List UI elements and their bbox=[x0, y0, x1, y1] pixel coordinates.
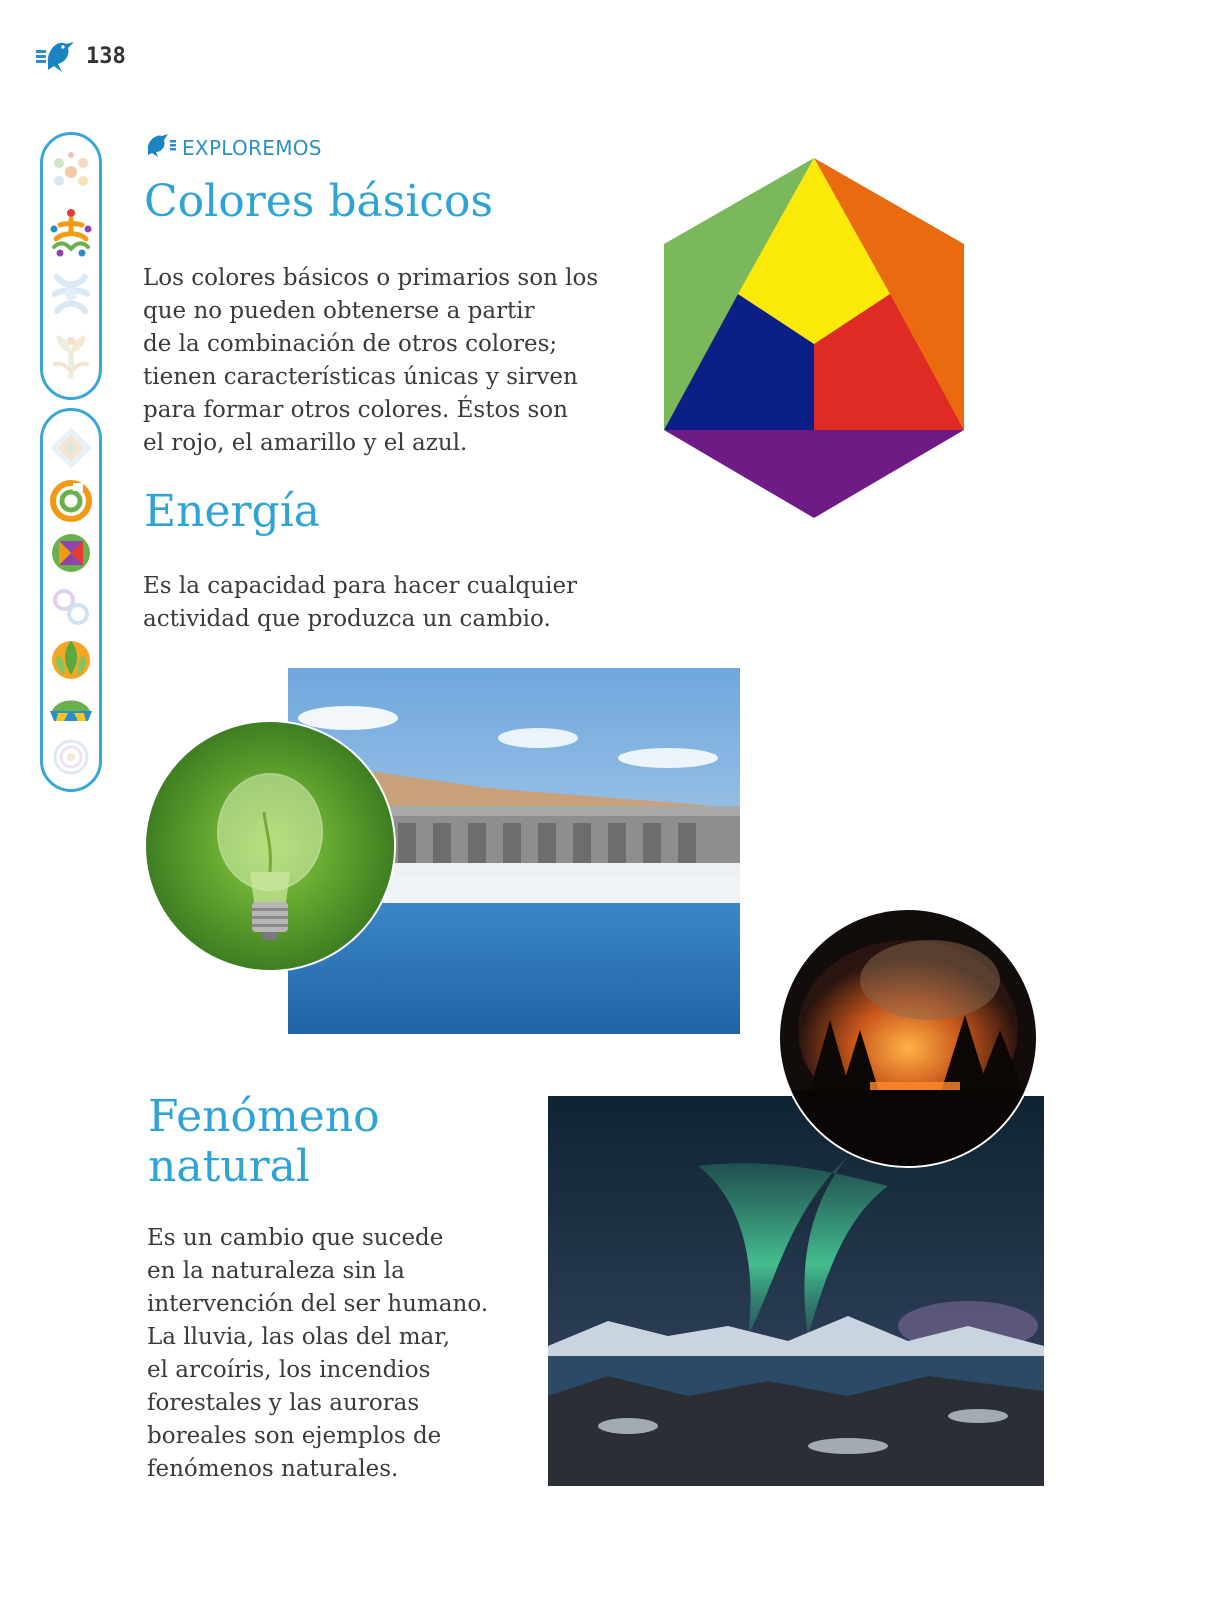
hummingbird-logo-icon bbox=[36, 38, 80, 74]
fenomeno-line: fenómenos naturales. bbox=[147, 1456, 399, 1482]
fenomeno-line: Es un cambio que sucede bbox=[147, 1225, 444, 1251]
fenomeno-line: La lluvia, las olas del mar, bbox=[147, 1324, 451, 1350]
fenomeno-line: intervención del ser humano. bbox=[147, 1291, 489, 1317]
colores-line: Los colores básicos o primarios son los bbox=[143, 265, 599, 291]
fenomeno-line: en la naturaleza sin la bbox=[147, 1258, 405, 1284]
fenomeno-title-line: natural bbox=[148, 1141, 310, 1192]
community-icon[interactable] bbox=[46, 207, 96, 259]
energia-paragraph bbox=[143, 570, 577, 636]
colores-line: tienen características únicas y sirven bbox=[143, 364, 578, 390]
colores-title: Colores básicos bbox=[144, 176, 494, 227]
mountain-icon[interactable] bbox=[48, 691, 94, 727]
energia-line: actividad que produzca un cambio. bbox=[143, 606, 551, 632]
fenomeno-title bbox=[148, 1092, 380, 1192]
leaf-icon[interactable] bbox=[48, 635, 94, 681]
fenomeno-title-line: Fenómeno bbox=[148, 1091, 380, 1142]
hexagon-purple bbox=[664, 430, 964, 518]
community-faint-icon[interactable] bbox=[49, 149, 93, 195]
fenomeno-line: forestales y las auroras bbox=[147, 1390, 420, 1416]
fenomeno-paragraph bbox=[147, 1222, 488, 1486]
people-faint-icon[interactable] bbox=[47, 269, 95, 319]
fenomeno-line: el arcoíris, los incendios bbox=[147, 1357, 431, 1383]
section-label: EXPLOREMOS bbox=[182, 136, 322, 160]
colores-line: que no pueden obtenerse a partir bbox=[143, 298, 535, 324]
diamond-faint-icon[interactable] bbox=[48, 425, 94, 471]
spiral-faint-icon[interactable] bbox=[51, 737, 91, 777]
energia-title: Energía bbox=[144, 486, 320, 537]
colores-paragraph bbox=[143, 262, 598, 460]
aurora-photo bbox=[548, 1096, 1044, 1486]
sidebar-group-2 bbox=[40, 408, 102, 792]
colores-line: de la combinación de otros colores; bbox=[143, 331, 558, 357]
fenomeno-line: boreales son ejemplos de bbox=[147, 1423, 442, 1449]
page-number: 138 bbox=[86, 44, 126, 69]
color-hexagon bbox=[662, 156, 966, 520]
energia-line: Es la capacidad para hacer cualquier bbox=[143, 573, 578, 599]
rings-faint-icon[interactable] bbox=[49, 585, 93, 629]
plant-faint-icon[interactable] bbox=[47, 331, 95, 383]
circle-orange-icon[interactable] bbox=[49, 479, 93, 523]
lightbulb-photo bbox=[144, 720, 396, 972]
hummingbird-icon bbox=[146, 132, 178, 158]
colores-line: el rojo, el amarillo y el azul. bbox=[143, 430, 468, 456]
hourglass-icon[interactable] bbox=[49, 531, 93, 575]
forest-fire-photo bbox=[778, 908, 1038, 1168]
colores-line: para formar otros colores. Éstos son bbox=[143, 397, 568, 423]
sidebar-group-1 bbox=[40, 132, 102, 400]
